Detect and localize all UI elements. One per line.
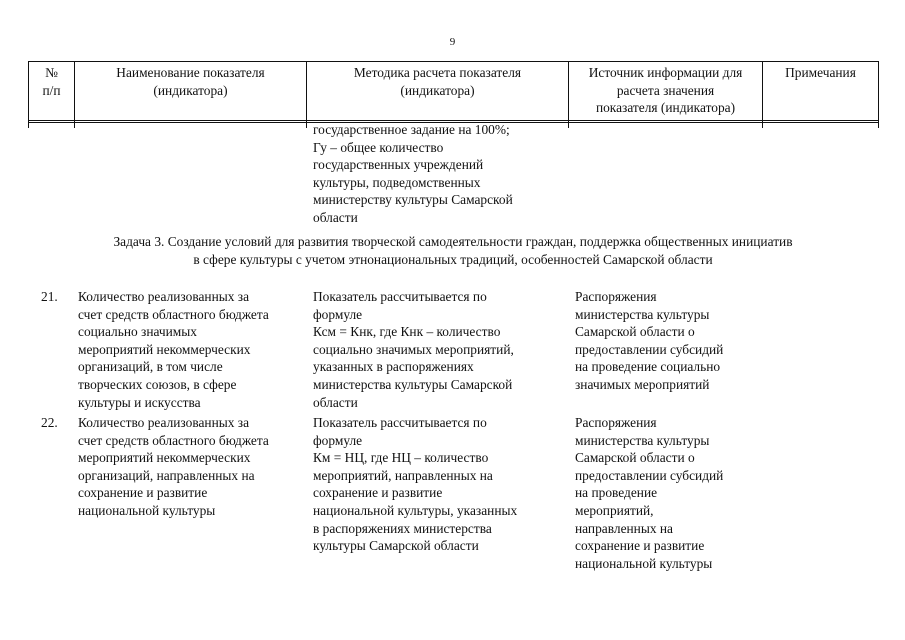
column-tick [306, 121, 307, 128]
table-header [28, 61, 879, 123]
header-col-name: Наименование показателя (индикатора) [75, 62, 307, 122]
header-col-source: Источник информации для расчета значения показателя (индикатора) [569, 62, 763, 122]
row-info-source: Распоряжения министерства культуры Самарской области о предоставлении субсидий на проведение социально значимых мероприятий [575, 289, 724, 392]
page-number: 9 [449, 36, 456, 48]
row-indicator-name: Количество реализованных за счет средств областного бюджета мероприятий некоммерческих организаций, направленных на сохранение и развитие национальной культуры [78, 415, 269, 518]
row-info-source: Распоряжения министерства культуры Самарской области о предоставлении субсидий на проведение мероприятий, направленных на сохранение и развитие национальной культуры [575, 415, 724, 571]
row-indicator-name: Количество реализованных за счет средств областного бюджета социально значимых мероприятий некоммерческих организаций, в том числе творческих союзов, в сфере культуры и искусства [78, 289, 269, 410]
row-calc-method: Показатель рассчитывается по формуле Км = НЦ, где НЦ – количество мероприятий, направленных на сохранение и развитие национальной культуры, указанных в распоряжениях министерства культуры Самарской области [313, 415, 518, 554]
row-calc-method: Показатель рассчитывается по формуле Ксм = Кнк, где Кнк – количество социально значимых мероприятий, указанных в распоряжениях министерства культуры Самарской области [313, 289, 514, 410]
task-heading: Задача 3. Создание условий для развития творческой самодеятельности граждан, поддержка общественных инициатив в сфере культуры с учетом этнонациональных традиций, особенностей Самарской области [113, 234, 793, 267]
column-tick [28, 121, 29, 128]
column-tick [762, 121, 763, 128]
column-tick [878, 121, 879, 128]
row-number: 22. [41, 415, 58, 430]
row-number: 21. [41, 289, 58, 304]
continuation-text: государственное задание на 100%; Гу – общее количество государственных учреждений культуры, подведомственных министерству культуры Самарской области [313, 122, 513, 225]
header-col-number: № п/п [29, 62, 75, 122]
column-tick [74, 121, 75, 128]
header-col-notes: Примечания [763, 62, 879, 122]
header-col-method: Методика расчета показателя (индикатора) [307, 62, 569, 122]
